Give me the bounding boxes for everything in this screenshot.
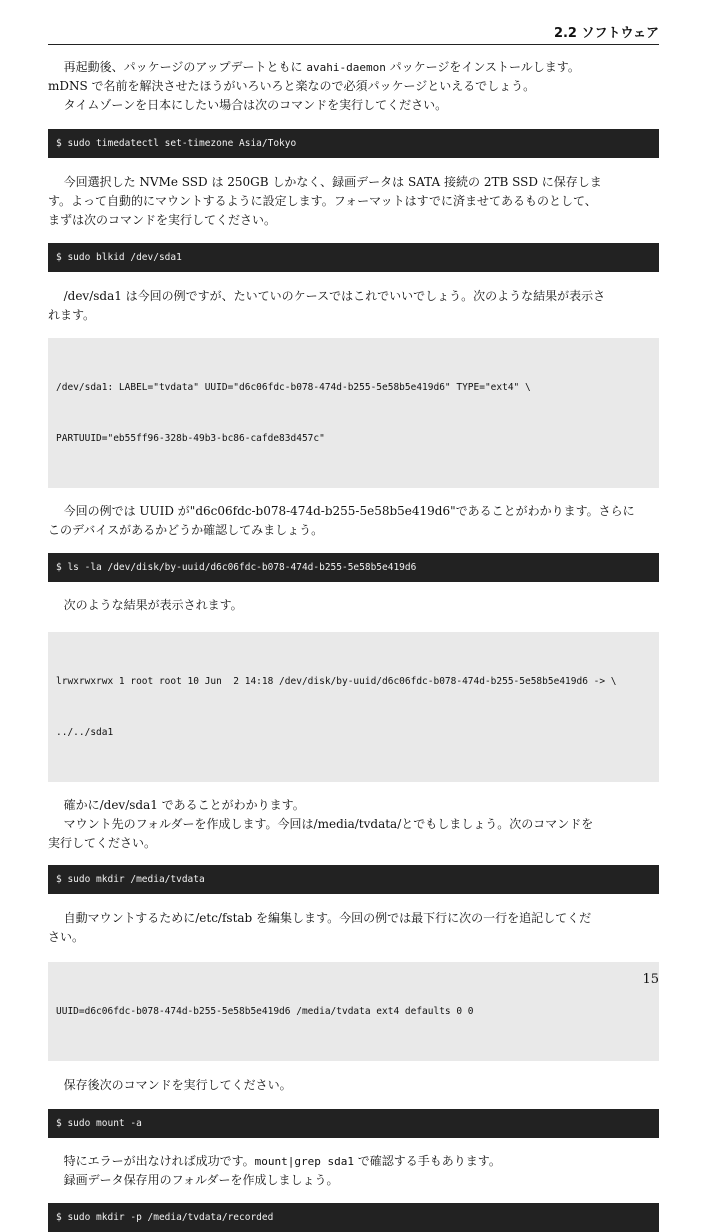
section-title: 2.2 ソフトウェア bbox=[553, 26, 659, 41]
output-line: UUID=d6c06fdc-b078-474d-b255-5e58b5e419d6 /media/tvdata ext4 defaults 0 0 bbox=[56, 1006, 474, 1017]
paragraph-line: さい。 bbox=[48, 930, 85, 944]
text: パッケージをインストールします。 bbox=[385, 60, 580, 74]
paragraph-line: /dev/sda1 は今回の例ですが、たいていのケースではこれでいいでしょう。次のような結果が表示さ bbox=[63, 289, 606, 303]
paragraph-line: このデバイスがあるかどうか確認してみましょう。 bbox=[48, 523, 324, 537]
output-line: PARTUUID="eb55ff96-328b-49b3-bc86-cafde83d457c" bbox=[56, 433, 325, 444]
page-content bbox=[48, 58, 659, 1232]
output-line: ../../sda1 bbox=[56, 727, 114, 738]
paragraph-save bbox=[48, 1076, 659, 1095]
paragraph-line: れます。 bbox=[48, 308, 96, 322]
paragraph-line: す。よって自動的にマウントするように設定します。フォーマットはすでに済ませてあるものとして、 bbox=[48, 194, 597, 208]
running-header bbox=[48, 20, 659, 45]
paragraph-reboot bbox=[48, 58, 659, 115]
command-mkdir[interactable]: $ sudo mkdir /media/tvdata bbox=[48, 865, 659, 894]
paragraph-line: 確かに/dev/sda1 であることがわかります。 bbox=[63, 798, 305, 812]
output-blkid bbox=[48, 338, 659, 488]
paragraph-line: まずは次のコマンドを実行してください。 bbox=[48, 213, 277, 227]
paragraph-line: 自動マウントするために/etc/fstab を編集します。今回の例では最下行に次の一行を追記してくだ bbox=[63, 911, 592, 925]
page-number: 15 bbox=[642, 972, 659, 987]
paragraph-line bbox=[48, 58, 659, 77]
paragraph-ssd bbox=[48, 173, 659, 230]
paragraph-result bbox=[48, 596, 659, 615]
output-ls bbox=[48, 632, 659, 782]
paragraph-line: mDNS で名前を解決させたほうがいろいろと楽なので必須パッケージといえるでしょう。 bbox=[48, 79, 536, 93]
text: 特にエラーが出なければ成功です。 bbox=[63, 1154, 255, 1168]
command-blkid[interactable]: $ sudo blkid /dev/sda1 bbox=[48, 243, 659, 272]
output-line: /dev/sda1: LABEL="tvdata" UUID="d6c06fdc-b078-474d-b255-5e58b5e419d6" TYPE="ext4" \ bbox=[56, 382, 531, 393]
paragraph-uuid bbox=[48, 502, 659, 540]
command-ls[interactable]: $ ls -la /dev/disk/by-uuid/d6c06fdc-b078-474d-b255-5e58b5e419d6 bbox=[48, 553, 659, 582]
command-mkdir-recorded[interactable]: $ sudo mkdir -p /media/tvdata/recorded bbox=[48, 1203, 659, 1232]
paragraph-line: 次のような結果が表示されます。 bbox=[63, 598, 243, 612]
inline-code-avahi: avahi-daemon bbox=[306, 61, 386, 74]
paragraph-sda1 bbox=[48, 287, 659, 325]
paragraph-line: 録画データ保存用のフォルダーを作成しましょう。 bbox=[63, 1173, 339, 1187]
paragraph-line: 今回の例では UUID が"d6c06fdc-b078-474d-b255-5e58b5e419d6"であることがわかります。さらに bbox=[63, 504, 635, 518]
text: で確認する手もあります。 bbox=[353, 1154, 501, 1168]
inline-code-mount-grep: mount|grep sda1 bbox=[254, 1155, 354, 1168]
paragraph-fstab bbox=[48, 909, 659, 947]
paragraph-line: 実行してください。 bbox=[48, 836, 157, 850]
paragraph-mountpoint bbox=[48, 796, 659, 853]
command-timezone[interactable]: $ sudo timedatectl set-timezone Asia/Tokyo bbox=[48, 129, 659, 158]
command-mount[interactable]: $ sudo mount -a bbox=[48, 1109, 659, 1138]
text: 再起動後、パッケージのアップデートともに bbox=[63, 60, 307, 74]
paragraph-success bbox=[48, 1152, 659, 1190]
output-line: lrwxrwxrwx 1 root root 10 Jun 2 14:18 /dev/disk/by-uuid/d6c06fdc-b078-474d-b255-5e58b5e419d6 -> \ bbox=[56, 676, 617, 687]
paragraph-line bbox=[48, 1152, 659, 1171]
fstab-line bbox=[48, 962, 659, 1061]
paragraph-line: マウント先のフォルダーを作成します。今回は/media/tvdata/とでもしましょう。次のコマンドを bbox=[63, 817, 594, 831]
paragraph-line: 保存後次のコマンドを実行してください。 bbox=[63, 1078, 292, 1092]
paragraph-line: タイムゾーンを日本にしたい場合は次のコマンドを実行してください。 bbox=[63, 98, 448, 112]
paragraph-line: 今回選択した NVMe SSD は 250GB しかなく、録画データは SATA 接続の 2TB SSD に保存しま bbox=[63, 175, 602, 189]
